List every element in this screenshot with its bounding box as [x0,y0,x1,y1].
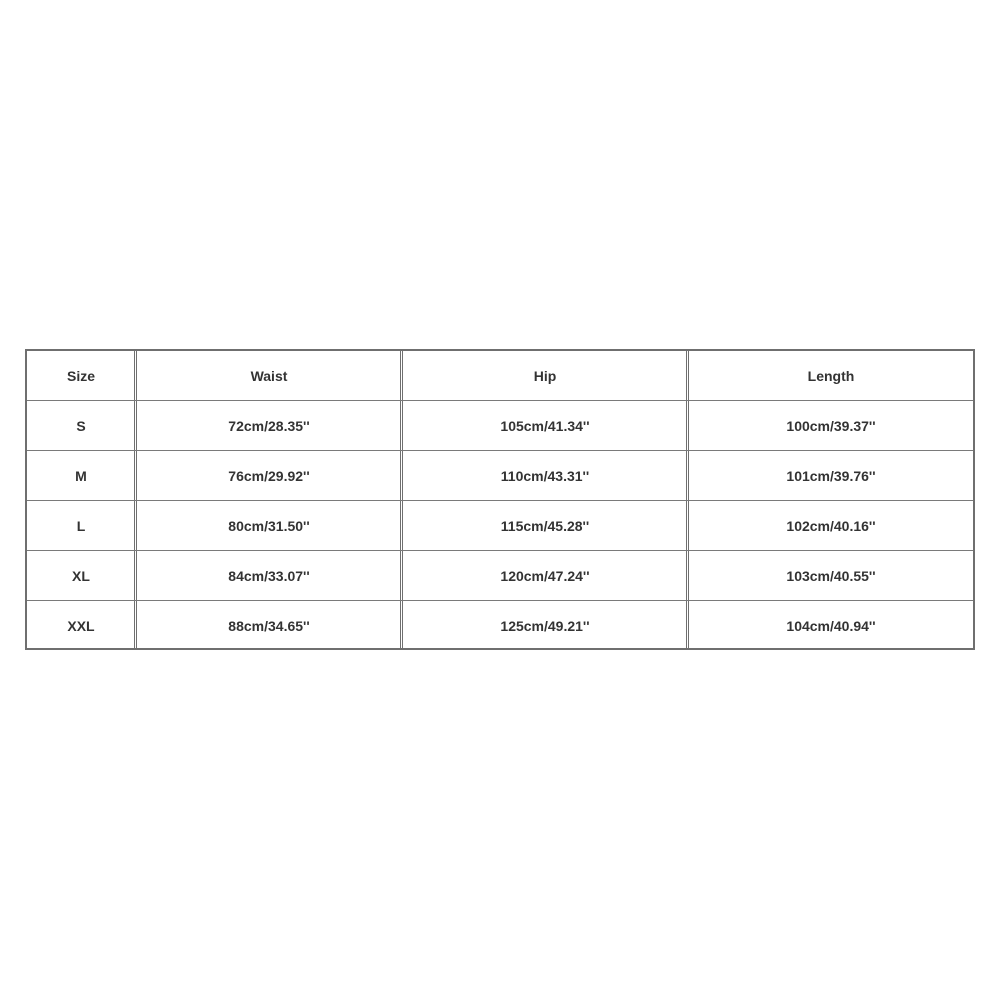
hip-cell: 120cm/47.24'' [500,568,590,584]
length-cell: 103cm/40.55'' [786,568,876,584]
waist-cell: 80cm/31.50'' [228,518,310,534]
table-row [27,501,973,551]
size-cell: XL [72,568,90,584]
hip-cell: 105cm/41.34'' [500,418,590,434]
size-cell: XXL [67,618,95,634]
waist-cell: 88cm/34.65'' [228,618,310,634]
table-row [27,551,973,601]
hip-cell: 110cm/43.31'' [500,468,590,484]
length-cell: 101cm/39.76'' [786,468,876,484]
size-cell: L [76,518,86,534]
size-cell: M [75,468,87,484]
size-chart-table [25,349,975,650]
table-row [27,451,973,501]
length-cell: 100cm/39.37'' [786,418,876,434]
waist-cell: 76cm/29.92'' [228,468,310,484]
header-waist: Waist [250,368,288,384]
hip-cell: 125cm/49.21'' [500,618,590,634]
table-row [27,401,973,451]
waist-cell: 72cm/28.35'' [228,418,310,434]
header-length: Length [807,368,855,384]
waist-cell: 84cm/33.07'' [228,568,310,584]
length-cell: 102cm/40.16'' [786,518,876,534]
header-row [27,351,973,401]
table-row [27,601,973,651]
length-cell: 104cm/40.94'' [786,618,876,634]
header-hip: Hip [533,368,557,384]
size-cell: S [76,418,86,434]
hip-cell: 115cm/45.28'' [500,518,590,534]
header-size: Size [66,368,95,384]
